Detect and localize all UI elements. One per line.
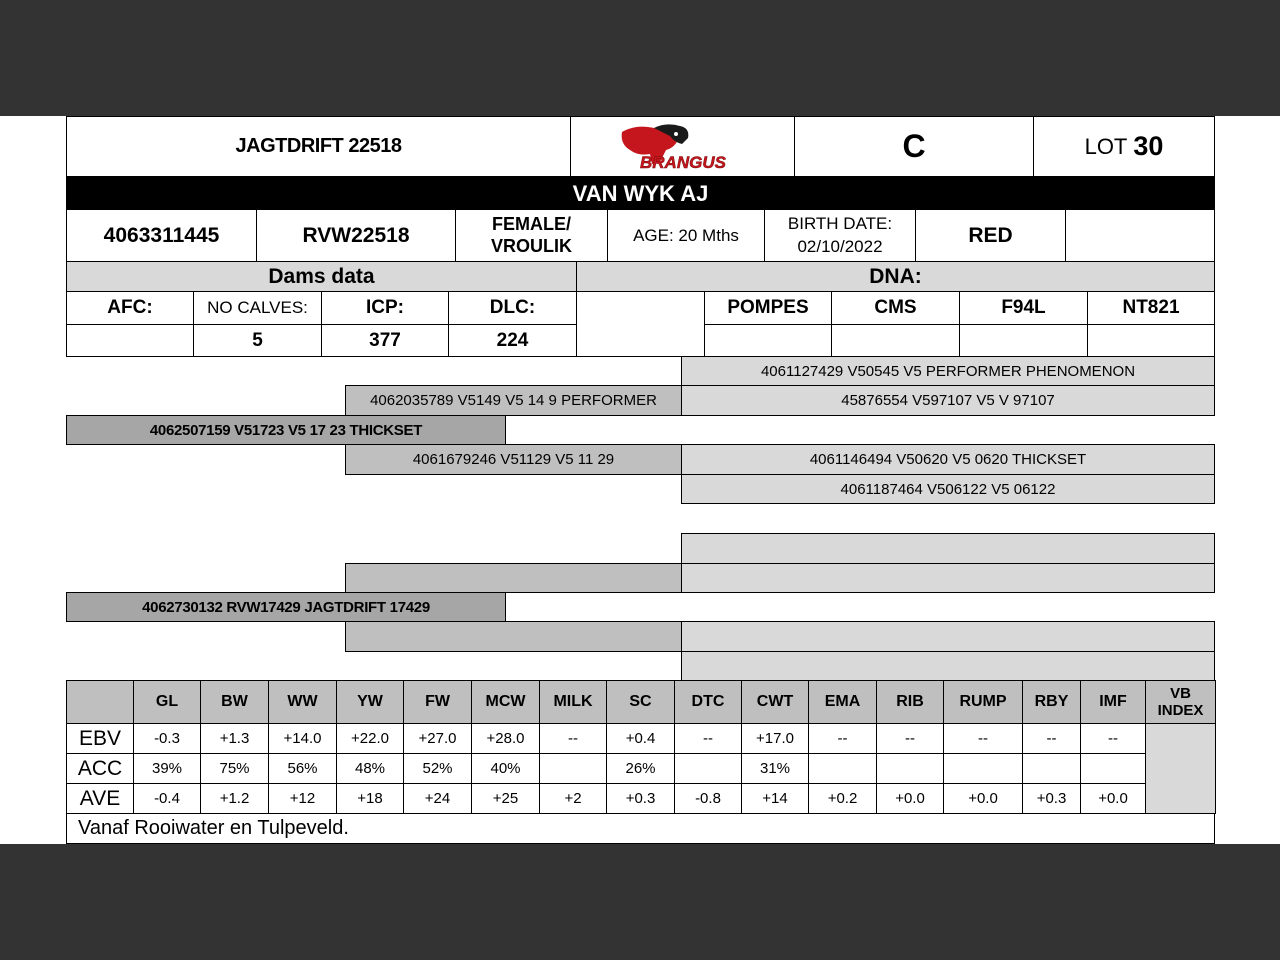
ebv-cell-ave-dtc: -0.8 (674, 783, 742, 814)
pedigree-dam: 4062730132 RVW17429 JAGTDRIFT 17429 (66, 592, 506, 622)
ebv-cell-acc-mcw: 40% (471, 753, 540, 784)
dlc-label: DLC: (448, 291, 577, 325)
ebv-cell-acc-imf (1080, 753, 1146, 784)
dna-value-f94l (959, 324, 1088, 357)
ebv-cell-acc-sc: 26% (606, 753, 675, 784)
ebv-cell-ebv-gl: -0.3 (133, 723, 201, 754)
ebv-cell-acc-ema (808, 753, 877, 784)
ebv-cell-acc-milk (539, 753, 607, 784)
ebv-header-imf: IMF (1080, 680, 1146, 724)
ebv-cell-ebv-milk: -- (539, 723, 607, 754)
pedigree-sire-sire: 4062035789 V5149 V5 14 9 PERFORMER (345, 385, 682, 416)
brangus-logo (570, 116, 795, 177)
ebv-header-ww: WW (268, 680, 337, 724)
lot-label: LOT (1084, 133, 1128, 159)
birth-date-value: 02/10/2022 (797, 236, 883, 256)
ebv-cell-ave-gl: -0.4 (133, 783, 201, 814)
lot-sheet (0, 116, 1280, 844)
ebv-header-corner (66, 680, 134, 724)
ebv-cell-ave-imf: +0.0 (1080, 783, 1146, 814)
pedigree-sire: 4062507159 V51723 V5 17 23 THICKSET (66, 415, 506, 445)
afc-value (66, 324, 194, 357)
id-number: 4063311445 (66, 209, 257, 262)
ebv-cell-ebv-ww: +14.0 (268, 723, 337, 754)
ebv-header-bw: BW (200, 680, 269, 724)
pedigree-dam-sire-dam (681, 563, 1215, 593)
pedigree-sire-dam-dam: 4061187464 V506122 V5 06122 (681, 474, 1215, 504)
ebv-header-gl: GL (133, 680, 201, 724)
calves-value: 5 (193, 324, 322, 357)
dna-label-f94l: F94L (959, 291, 1088, 325)
ebv-header-rib: RIB (876, 680, 944, 724)
grade: C (794, 116, 1034, 177)
ebv-header-rump: RUMP (943, 680, 1023, 724)
ebv-cell-ebv-mcw: +28.0 (471, 723, 540, 754)
dams-title: Dams data (66, 261, 577, 292)
dna-value-pompes (704, 324, 832, 357)
ebv-header-mcw: MCW (471, 680, 540, 724)
ebv-cell-ave-rump: +0.0 (943, 783, 1023, 814)
ebv-cell-ebv-ema: -- (808, 723, 877, 754)
ebv-cell-ebv-rump: -- (943, 723, 1023, 754)
ebv-cell-acc-ww: 56% (268, 753, 337, 784)
ebv-cell-acc-cwt: 31% (741, 753, 809, 784)
ebv-cell-ave-rby: +0.3 (1022, 783, 1081, 814)
ebv-cell-ebv-cwt: +17.0 (741, 723, 809, 754)
ebv-header-milk: MILK (539, 680, 607, 724)
ebv-cell-ave-ww: +12 (268, 783, 337, 814)
calves-label: NO CALVES: (193, 291, 322, 325)
pedigree-sire-sire-dam: 45876554 V597107 V5 V 97107 (681, 385, 1215, 416)
ebv-cell-ave-sc: +0.3 (606, 783, 675, 814)
dna-title: DNA: (576, 261, 1215, 292)
ebv-vb-index-value (1145, 723, 1216, 814)
dna-value-nt821 (1087, 324, 1215, 357)
ebv-header-vb-index: VB INDEX (1145, 680, 1216, 724)
ebv-row-label-acc: ACC (66, 753, 134, 784)
ebv-cell-ave-fw: +24 (403, 783, 472, 814)
ebv-cell-acc-yw: 48% (336, 753, 404, 784)
ebv-cell-acc-dtc (674, 753, 742, 784)
pedigree-dam-sire-sire (681, 533, 1215, 564)
herd-number: RVW22518 (256, 209, 456, 262)
ebv-header-sc: SC (606, 680, 675, 724)
pedigree-sire-dam: 4061679246 V51129 V5 11 29 (345, 444, 682, 475)
ebv-cell-ebv-imf: -- (1080, 723, 1146, 754)
ebv-header-fw: FW (403, 680, 472, 724)
ebv-cell-ave-rib: +0.0 (876, 783, 944, 814)
ebv-header-rby: RBY (1022, 680, 1081, 724)
ebv-header-ema: EMA (808, 680, 877, 724)
ebv-header-yw: YW (336, 680, 404, 724)
remarks: Vanaf Rooiwater en Tulpeveld. (66, 813, 1215, 844)
ebv-cell-ave-cwt: +14 (741, 783, 809, 814)
ebv-cell-acc-fw: 52% (403, 753, 472, 784)
ebv-cell-ebv-dtc: -- (674, 723, 742, 754)
colour: RED (915, 209, 1066, 262)
age: AGE: 20 Mths (607, 209, 765, 262)
icp-value: 377 (321, 324, 449, 357)
dna-label-cms: CMS (831, 291, 960, 325)
birth-date (764, 209, 916, 262)
logo-text: BRANGUS (639, 152, 726, 172)
ebv-cell-ebv-fw: +27.0 (403, 723, 472, 754)
dlc-value: 224 (448, 324, 577, 357)
ebv-cell-acc-rby (1022, 753, 1081, 784)
dna-value-cms (831, 324, 960, 357)
ebv-header-dtc: DTC (674, 680, 742, 724)
ebv-cell-acc-gl: 39% (133, 753, 201, 784)
ebv-cell-ebv-bw: +1.3 (200, 723, 269, 754)
ebv-cell-acc-bw: 75% (200, 753, 269, 784)
lot-number: 30 (1133, 131, 1164, 161)
ebv-row-label-ave: AVE (66, 783, 134, 814)
ebv-cell-ebv-sc: +0.4 (606, 723, 675, 754)
pedigree-dam-sire (345, 563, 682, 593)
ebv-cell-ave-yw: +18 (336, 783, 404, 814)
sex: FEMALE/ VROULIK (455, 209, 608, 262)
ebv-header-cwt: CWT (741, 680, 809, 724)
ebv-cell-ebv-rby: -- (1022, 723, 1081, 754)
dna-label-pompes: POMPES (704, 291, 832, 325)
ebv-cell-ave-mcw: +25 (471, 783, 540, 814)
ebv-cell-ave-milk: +2 (539, 783, 607, 814)
ebv-cell-ave-ema: +0.2 (808, 783, 877, 814)
birth-date-label: BIRTH DATE: (787, 214, 893, 234)
ebv-cell-ebv-rib: -- (876, 723, 944, 754)
dna-label-nt821: NT821 (1087, 291, 1215, 325)
ebv-cell-acc-rib (876, 753, 944, 784)
ebv-row-label-ebv: EBV (66, 723, 134, 754)
pedigree-dam-dam-sire (681, 621, 1215, 652)
owner-name: VAN WYK AJ (66, 177, 1215, 210)
blank-cell (1065, 209, 1215, 262)
dna-blank (576, 291, 705, 357)
icp-label: ICP: (321, 291, 449, 325)
bull-logo-icon (608, 122, 758, 172)
ebv-cell-ebv-yw: +22.0 (336, 723, 404, 754)
ebv-cell-acc-rump (943, 753, 1023, 784)
pedigree-sire-sire-sire: 4061127429 V50545 V5 PERFORMER PHENOMENON (681, 356, 1215, 386)
afc-label: AFC: (66, 291, 194, 325)
pedigree-dam-dam (345, 621, 682, 652)
pedigree-sire-dam-sire: 4061146494 V50620 V5 0620 THICKSET (681, 444, 1215, 475)
pedigree-dam-dam-dam (681, 651, 1215, 681)
ebv-cell-ave-bw: +1.2 (200, 783, 269, 814)
lot-box (1033, 116, 1215, 177)
animal-name: JAGTDRIFT 22518 (66, 116, 571, 177)
